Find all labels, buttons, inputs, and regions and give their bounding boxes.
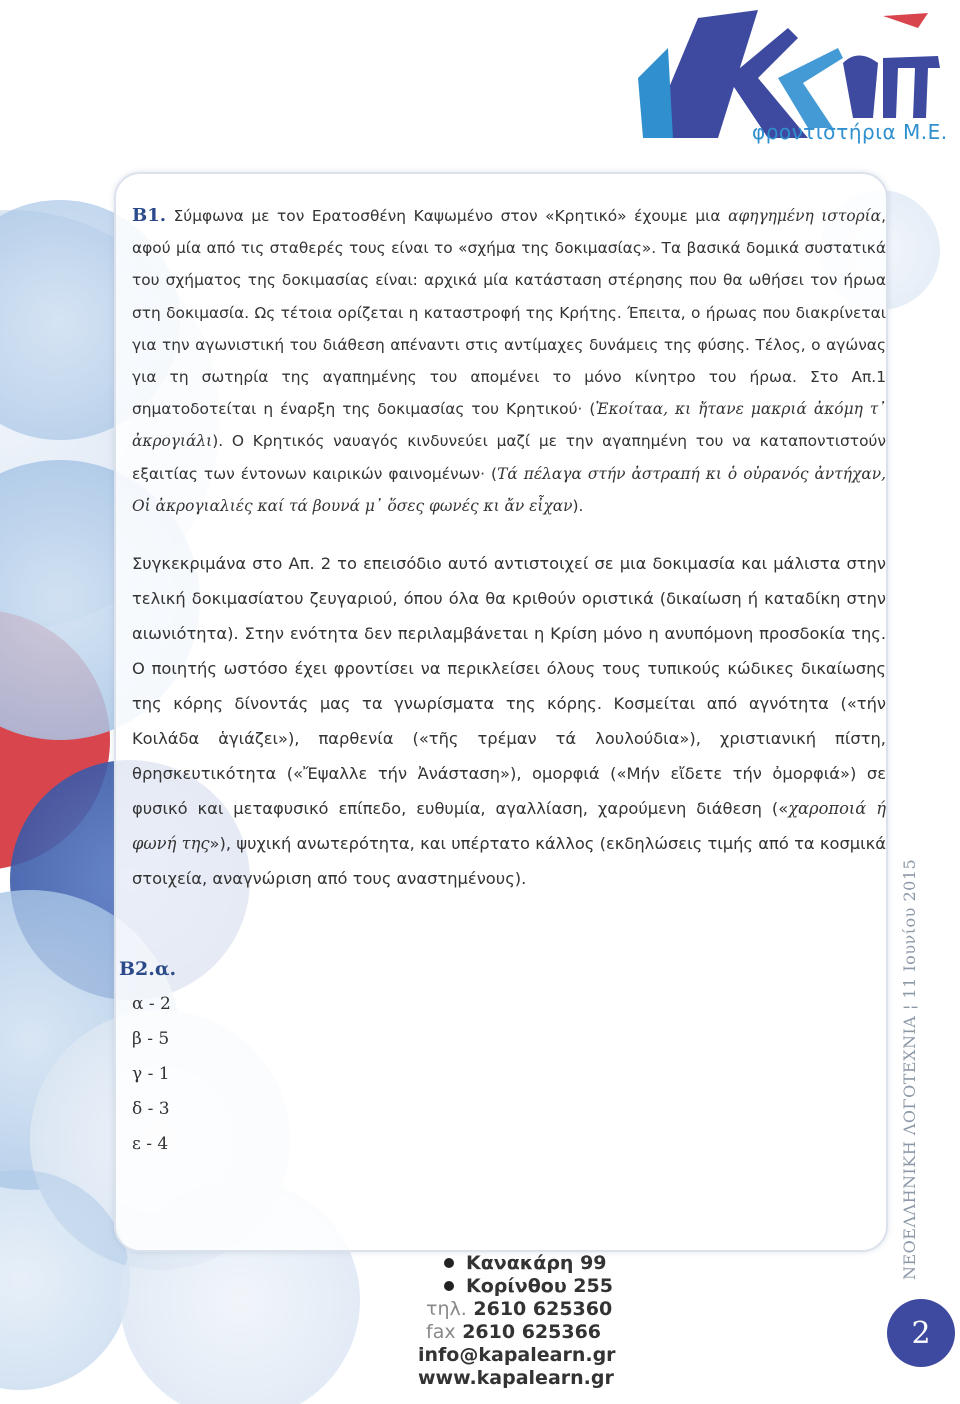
fax-line — [416, 1321, 636, 1344]
b1-italic-quote: χαροποιά ή φωνή της — [132, 799, 887, 854]
list-item: γ - 1 — [132, 1064, 170, 1084]
answer-b1 — [132, 200, 886, 896]
bullet-icon — [444, 1281, 454, 1291]
b1-text-part: , αφού μία από τις σταθερές τους είναι το «σχήμα της δοκιμασίας». Τα βασικά δομικά συστατικά του σχήματος της δοκιμασίας είναι: αρχικά μία κατάσταση στέρησης που θα ωθήσει τον ήρωα στη δοκιμασία. Ως τέτοια ορίζεται η καταστροφή της Κρήτης. Έπειτα, ο ήρωας που διακρίνεται για την αγωνιστική του διάθεση απέναντι στις αντίμαχες δυνάμεις της φύσης. Τέλος, ο αγώνας για τη σωτηρία της αγαπημένης του απομένει το μόνο κίνητρο του ήρωα. Στο Απ.1 σηματοδοτείται η έναρξη της δοκιμασίας του Κρητικού· ( — [132, 207, 886, 419]
list-item: α - 2 — [132, 994, 171, 1014]
website-link[interactable] — [416, 1367, 636, 1390]
b1-paragraph-2 — [132, 546, 886, 896]
list-item: β - 5 — [132, 1029, 170, 1049]
page-number-badge — [887, 1299, 955, 1367]
list-item: δ - 3 — [132, 1099, 170, 1119]
address-text: Κανακάρη 99 — [466, 1252, 607, 1274]
phone-number: 2610 625360 — [473, 1298, 613, 1320]
b1-text-part: ). Ο Κρητικός ναυαγός κινδυνεύει μαζί με την αγαπημένη του να καταποντιστούν εξαιτίας των έντονων καιρικών φαινομένων· ( — [132, 432, 886, 483]
b1-label: Β1. — [132, 205, 167, 226]
bullet-icon — [444, 1258, 454, 1268]
phone-label: τηλ. — [426, 1298, 467, 1320]
b1-italic-quote: Ἐκοίταα, κι ἤτανε μακριά ἀκόμη τ᾽ ἀκρογιάλι — [132, 400, 886, 451]
list-item: ε - 4 — [132, 1134, 169, 1154]
b1-paragraph-1 — [132, 200, 886, 522]
b1-text-part: ). — [572, 496, 584, 515]
address-text: Κορίνθου 255 — [466, 1275, 613, 1297]
address-line — [416, 1275, 636, 1298]
email-text[interactable]: info@kapalearn.gr — [418, 1344, 616, 1366]
logo-subtitle: φροντιστήρια Μ.Ε. — [752, 120, 948, 144]
fax-label: fax — [426, 1321, 456, 1343]
address-line — [416, 1252, 636, 1275]
b1-italic-quote: Τά πέλαγα στήν ἀστραπή κι ὁ οὐρανός ἀντήχαν, Οἱ ἀκρογιαλιές καί τά βουνά μ᾽ ὅσες φωνές κι ἄν εἶχαν — [132, 464, 886, 515]
website-text[interactable]: www.kapalearn.gr — [418, 1367, 614, 1389]
b1-text-part: »), ψυχική ανωτερότητα, και υπέρτατο κάλλος (εκδηλώσεις τιμής από τα κοσμικά στοιχεία, αναγνώριση από τους αναστημένους). — [132, 834, 887, 889]
page-number: 2 — [911, 1315, 931, 1351]
fax-number: 2610 625366 — [462, 1321, 602, 1343]
b2-label: Β2.α. — [119, 958, 177, 980]
b1-italic-text: αφηγημένη ιστορία — [728, 207, 882, 225]
email-link[interactable] — [416, 1344, 636, 1367]
vertical-footer-text: ΝΕΟΕΛΛΗΝΙΚΗ ΛΟΓΟΤΕΧΝΙΑ ¦ 11 Ιουνίου 2015 — [900, 858, 919, 1280]
phone-line — [416, 1298, 636, 1321]
b2-answer-list — [132, 987, 171, 1162]
b1-text-part: Συγκεκριμάνα στο Απ. 2 το επεισόδιο αυτό αντιστοιχεί σε μια δοκιμασία και μάλιστα στην τελική δοκιμασίατου ζευγαριού, όπου όλα θα κριθούν οριστικά (δικαίωση ή καταδίκη στην αιωνιότητα). Στην ενότητα δεν περιλαμβάνεται η Κρίση μόνο η ανυπόμονη προσδοκία της. Ο ποιητής ωστόσο έχει φροντίσει να περικλείσει όλους τους τυπικούς κώδικες δικαίωσης της κόρης δίνοντάς μας τα γνωρίσματα της κόρης. Κοσμείται από αγνότητα («τήν Κοιλάδα ἁγιάζει»), παρθενία («τῆς τρέμαν τά λουλούδια»), χριστιανική πίστη, θρησκευτικότητα («Ἔψαλλε τήν Ἀνάσταση»), ομορφιά («Μήν εἴδετε τήν ὀμορφιά») σε φυσικό και μεταφυσικό επίπεδο, ευθυμία, αγαλλίαση, χαρούμενη διάθεση (« — [132, 554, 886, 819]
contact-block — [416, 1252, 636, 1390]
b1-text-part: Σύμφωνα με τον Ερατοσθένη Καψωμένο στον «Κρητικό» έχουμε μια — [166, 207, 729, 225]
